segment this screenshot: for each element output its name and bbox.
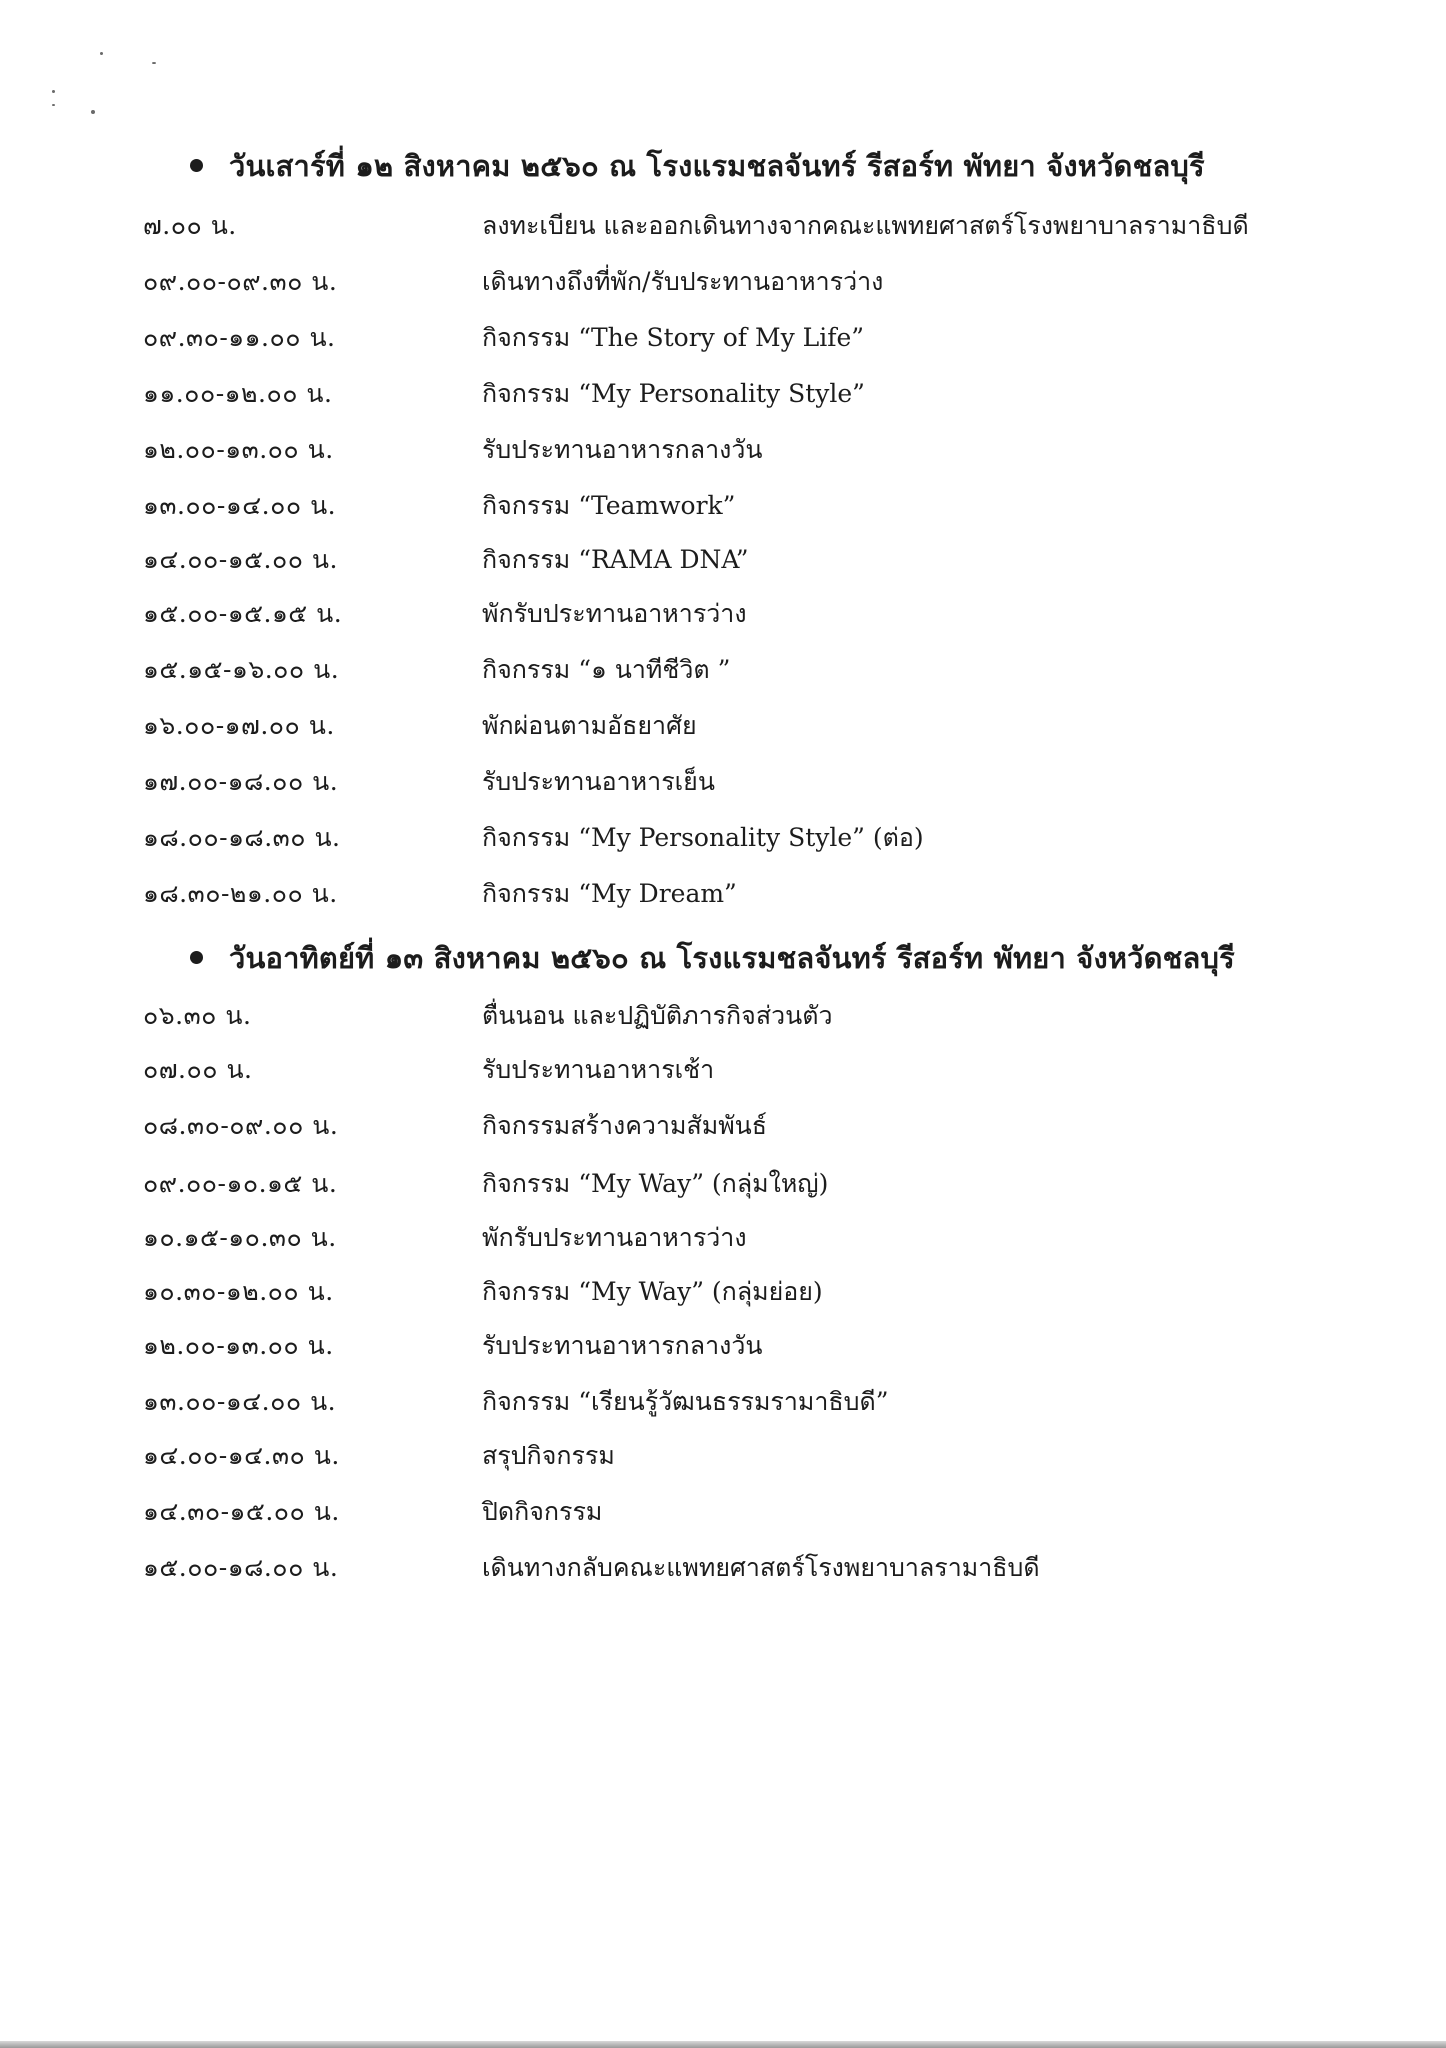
activity-cell: กิจกรรม “Teamwork”	[482, 491, 736, 520]
schedule-row	[0, 706, 1446, 746]
time-cell: ๐๙.๓๐-๑๑.๐๐ น.	[143, 323, 336, 352]
scan-speck	[100, 52, 103, 55]
bullet-icon	[190, 159, 203, 172]
time-cell: ๑๘.๓๐-๒๑.๐๐ น.	[143, 879, 338, 908]
schedule-row	[0, 374, 1446, 414]
activity-cell: ตื่นนอน และปฏิบัติภารกิจส่วนตัว	[482, 1001, 833, 1030]
activity-cell: รับประทานอาหารเช้า	[482, 1055, 715, 1084]
time-cell: ๐๙.๐๐-๐๙.๓๐ น.	[143, 267, 338, 296]
schedule-row	[0, 430, 1446, 470]
activity-cell: กิจกรรม “๑ นาทีชีวิต ”	[482, 655, 731, 684]
time-cell: ๑๕.๑๕-๑๖.๐๐ น.	[143, 655, 340, 684]
schedule-row	[0, 1106, 1446, 1146]
day-heading-sunday	[190, 935, 1235, 981]
time-cell: ๑๔.๓๐-๑๕.๐๐ น.	[143, 1497, 340, 1526]
time-cell: ๑๒.๐๐-๑๓.๐๐ น.	[143, 1331, 334, 1360]
time-cell: ๐๗.๐๐ น.	[143, 1055, 253, 1084]
day-heading-text: วันเสาร์ที่ ๑๒ สิงหาคม ๒๕๖๐ ณ โรงแรมชลจันทร์ รีสอร์ท พัทยา จังหวัดชลบุรี	[229, 149, 1205, 183]
activity-cell: สรุปกิจกรรม	[482, 1441, 615, 1470]
activity-cell: กิจกรรม “The Story of My Life”	[482, 323, 865, 352]
day-heading-saturday	[190, 143, 1205, 189]
activity-cell: เดินทางถึงที่พัก/รับประทานอาหารว่าง	[482, 267, 884, 296]
time-cell: ๑๐.๑๕-๑๐.๓๐ น.	[143, 1223, 337, 1252]
time-cell: ๐๙.๐๐-๑๐.๑๕ น.	[143, 1169, 338, 1198]
schedule-row	[0, 318, 1446, 358]
activity-cell: ปิดกิจกรรม	[482, 1497, 603, 1526]
schedule-row	[0, 762, 1446, 802]
time-cell: ๑๔.๐๐-๑๔.๓๐ น.	[143, 1441, 340, 1470]
activity-cell: พักรับประทานอาหารว่าง	[482, 1223, 747, 1252]
schedule-row	[0, 1492, 1446, 1532]
schedule-row	[0, 540, 1446, 580]
schedule-row	[0, 206, 1446, 246]
activity-cell: กิจกรรม “RAMA DNA”	[482, 545, 749, 574]
schedule-row	[0, 262, 1446, 302]
activity-cell: รับประทานอาหารกลางวัน	[482, 1331, 763, 1360]
time-cell: ๑๐.๓๐-๑๒.๐๐ น.	[143, 1277, 334, 1306]
activity-cell: พักผ่อนตามอัธยาศัย	[482, 711, 697, 740]
scan-speck	[152, 62, 156, 64]
schedule-row	[0, 650, 1446, 690]
activity-cell: ลงทะเบียน และออกเดินทางจากคณะแพทยศาสตร์โรงพยาบาลรามาธิบดี	[482, 211, 1249, 240]
time-cell: ๗.๐๐ น.	[143, 211, 237, 240]
schedule-row	[0, 1382, 1446, 1422]
activity-cell: กิจกรรม “My Personality Style”	[482, 379, 865, 408]
schedule-row	[0, 486, 1446, 526]
schedule-row	[0, 996, 1446, 1036]
activity-cell: กิจกรรม “My Personality Style” (ต่อ)	[482, 823, 924, 852]
time-cell: ๑๔.๐๐-๑๕.๐๐ น.	[143, 545, 338, 574]
time-cell: ๑๕.๐๐-๑๘.๐๐ น.	[143, 1553, 339, 1582]
time-cell: ๑๓.๐๐-๑๔.๐๐ น.	[143, 491, 337, 520]
activity-cell: กิจกรรม “My Way” (กลุ่มใหญ่)	[482, 1169, 829, 1198]
schedule-row	[0, 1272, 1446, 1312]
time-cell: ๑๓.๐๐-๑๔.๐๐ น.	[143, 1387, 337, 1416]
schedule-row	[0, 594, 1446, 634]
time-cell: ๑๖.๐๐-๑๗.๐๐ น.	[143, 711, 335, 740]
activity-cell: กิจกรรม “My Dream”	[482, 879, 737, 908]
day-heading-text: วันอาทิตย์ที่ ๑๓ สิงหาคม ๒๕๖๐ ณ โรงแรมชลจันทร์ รีสอร์ท พัทยา จังหวัดชลบุรี	[229, 941, 1235, 975]
activity-cell: กิจกรรม “เรียนรู้วัฒนธรรมรามาธิบดี”	[482, 1387, 889, 1416]
activity-cell: เดินทางกลับคณะแพทยศาสตร์โรงพยาบาลรามาธิบดี	[482, 1553, 1040, 1582]
time-cell: ๑๘.๐๐-๑๘.๓๐ น.	[143, 823, 341, 852]
schedule-row	[0, 1436, 1446, 1476]
schedule-row	[0, 1218, 1446, 1258]
scan-speck	[52, 104, 55, 106]
scan-edge	[0, 2041, 1446, 2048]
time-cell: ๐๘.๓๐-๐๙.๐๐ น.	[143, 1111, 339, 1140]
schedule-row	[0, 1548, 1446, 1588]
bullet-icon	[190, 951, 203, 964]
scan-speck	[91, 110, 95, 114]
scan-speck	[52, 90, 55, 93]
schedule-row	[0, 1164, 1446, 1204]
schedule-row	[0, 874, 1446, 914]
schedule-row	[0, 818, 1446, 858]
time-cell: ๑๑.๐๐-๑๒.๐๐ น.	[143, 379, 333, 408]
time-cell: ๑๗.๐๐-๑๘.๐๐ น.	[143, 767, 339, 796]
time-cell: ๑๕.๐๐-๑๕.๑๕ น.	[143, 599, 343, 628]
activity-cell: รับประทานอาหารเย็น	[482, 767, 715, 796]
schedule-row	[0, 1050, 1446, 1090]
activity-cell: กิจกรรมสร้างความสัมพันธ์	[482, 1111, 768, 1140]
schedule-row	[0, 1326, 1446, 1366]
activity-cell: พักรับประทานอาหารว่าง	[482, 599, 747, 628]
activity-cell: กิจกรรม “My Way” (กลุ่มย่อย)	[482, 1277, 823, 1306]
activity-cell: รับประทานอาหารกลางวัน	[482, 435, 763, 464]
time-cell: ๐๖.๓๐ น.	[143, 1001, 252, 1030]
time-cell: ๑๒.๐๐-๑๓.๐๐ น.	[143, 435, 334, 464]
